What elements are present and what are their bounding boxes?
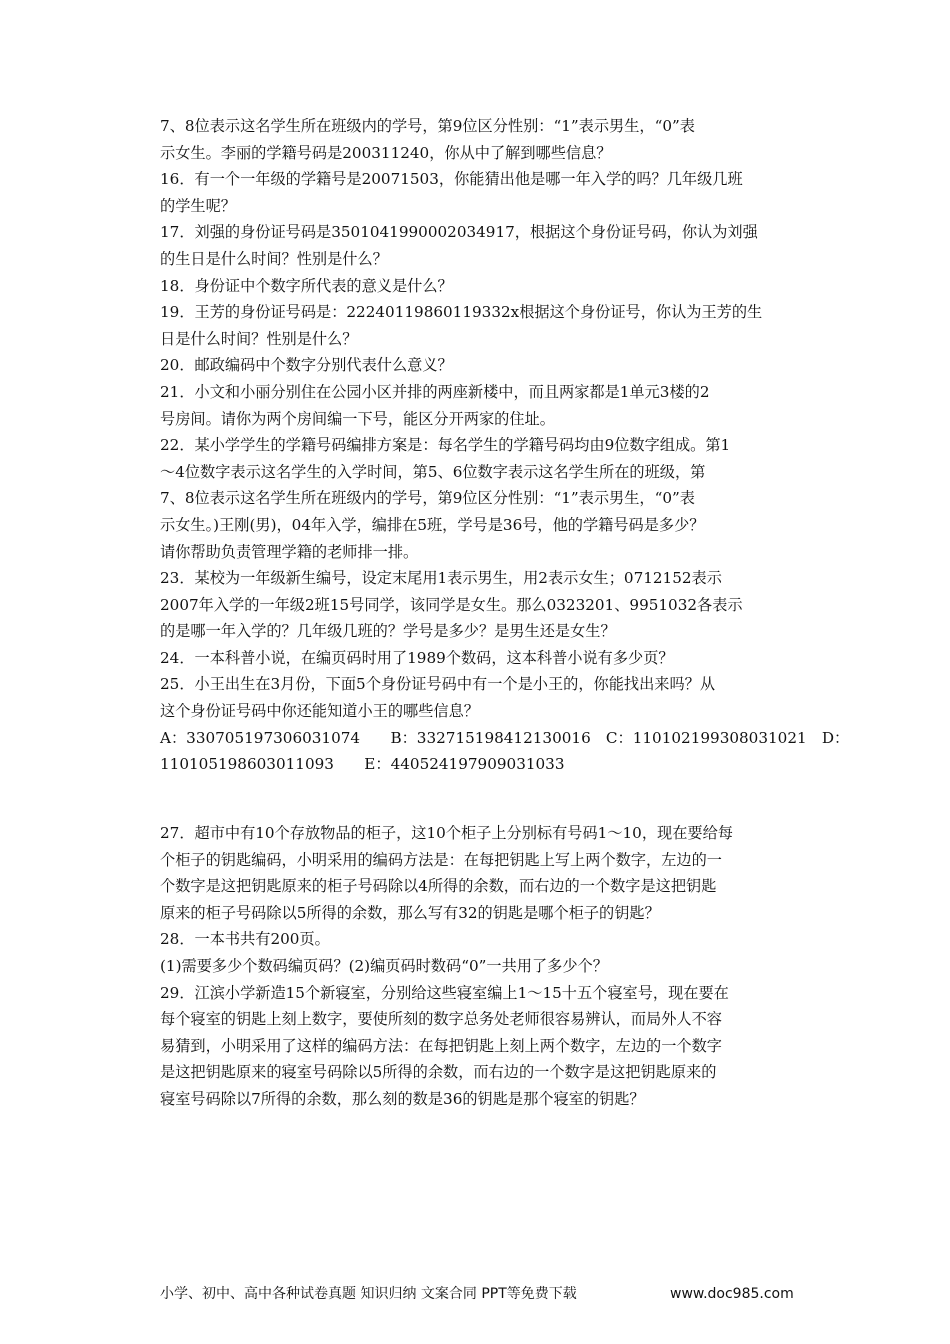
text-line: 是这把钥匙原来的寝室号码除以5所得的余数，而右边的一个数字是这把钥匙原来的 [160, 1063, 717, 1082]
text-line: 原来的柜子号码除以5所得的余数，那么写有32的钥匙是哪个柜子的钥匙？ [160, 903, 660, 922]
text-line: 的生日是什么时间？性别是什么？ [160, 249, 388, 268]
question-24-line: 24．一本科普小说，在编页码时用了1989个数码，这本科普小说有多少页？ [160, 648, 674, 667]
question-16-line: 16．有一个一年级的学籍号是20071503，你能猜出他是哪一年入学的吗？几年级几班 [160, 170, 743, 189]
text-line: 7、8位表示这名学生所在班级内的学号，第9位区分性别：“1”表示男生，“0”表 [160, 489, 695, 508]
text-line: 7、8位表示这名学生所在班级内的学号，第9位区分性别：“1”表示男生，“0”表 [160, 117, 695, 135]
text-line: 日是什么时间？性别是什么？ [160, 329, 358, 348]
text-line: 示女生。)王刚(男)，04年入学，编排在5班，学号是36号，他的学籍号码是多少？ [160, 515, 705, 534]
text-line: 个柜子的钥匙编码，小明采用的编码方法是：在每把钥匙上写上两个数字，左边的一 [160, 850, 722, 869]
text-line: 易猜到，小明采用了这样的编码方法：在每把钥匙上刻上两个数字，左边的一个数字 [160, 1036, 722, 1055]
questions-block-upper [160, 113, 850, 778]
text-line: 号房间。请你为两个房间编一下号，能区分开两家的住址。 [160, 409, 555, 428]
text-line: (1)需要多少个数码编页码？(2)编页码时数码“0”一共用了多少个？ [160, 956, 608, 975]
text-line: 的是哪一年入学的？几年级几班的？学号是多少？是男生还是女生？ [160, 622, 616, 641]
text-line: 2007年入学的一年级2班15号同学，该同学是女生。那么0323201、9951032各表示 [160, 595, 743, 614]
text-line: 每个寝室的钥匙上刻上数字，要使所刻的数字总务处老师很容易辨认，而局外人不容 [160, 1010, 722, 1029]
question-23-line: 23．某校为一年级新生编号，设定末尾用1表示男生，用2表示女生；0712152表示 [160, 569, 722, 588]
question-20-line: 20．邮政编码中个数字分别代表什么意义？ [160, 356, 453, 375]
text-line: 示女生。李丽的学籍号码是200311240，你从中了解到哪些信息？ [160, 143, 612, 162]
questions-block-lower [160, 820, 794, 1113]
question-27-line: 27．超市中有10个存放物品的柜子，这10个柜子上分别标有号码1～10，现在要给每 [160, 824, 733, 842]
text-line: 的学生呢？ [160, 196, 236, 215]
answer-options-line: A：330705197306031074 B：332715198412130016 C：110102199308031021 D： [160, 728, 850, 747]
text-line: ～4位数字表示这名学生的入学时间，第5、6位数字表示这名学生所在的班级，第 [160, 462, 706, 481]
question-17-line: 17．刘强的身份证号码是350104199000203​4917，根据这个身份证号码，你认为刘强 [160, 223, 758, 242]
footer-ad-text: 小学、初中、高中各种试卷真题 知识归纳 文案合同 PPT等免费下载 [160, 1286, 577, 1302]
question-18-line: 18．身份证中个数字所代表的意义是什么？ [160, 276, 453, 295]
text-line: 个数字是这把钥匙原来的柜子号码除以4所得的余数，而右边的一个数字是这把钥匙 [160, 877, 717, 896]
question-21-line: 21．小文和小丽分别住在公园小区并排的两座新楼中，而且两家都是1单元3楼的2 [160, 382, 710, 401]
text-line: 寝室号码除以7所得的余数，那么刻的数是36的钥匙是那个寝室的钥匙？ [160, 1089, 645, 1108]
question-29-line: 29．江滨小学新造15个新寝室，分别给这些寝室编上1～15十五个寝室号，现在要在 [160, 983, 729, 1002]
text-line: 请你帮助负责管理学籍的老师排一排。 [160, 542, 419, 561]
text-line: 这个身份证号码中你还能知道小王的哪些信息？ [160, 702, 479, 721]
page-footer [160, 1283, 800, 1305]
question-19-line: 19．王芳的身份证号码是：22240119860119332x根据这个身份证号，你认为王芳的生 [160, 303, 763, 322]
footer-site-link[interactable]: www.doc985.com [670, 1286, 794, 1302]
question-25-line: 25．小王出生在3月份，下面5个身份证号码中有一个是小王的，你能找出来吗？从 [160, 675, 716, 694]
question-28-line: 28．一本书共有200页。 [160, 930, 330, 949]
answer-options-line: 110105198603011093 E：440524197909031033 [160, 755, 565, 774]
question-22-line: 22．某小学学生的学籍号码编排方案是：每名学生的学籍号码均由9位数字组成。第1 [160, 436, 731, 455]
